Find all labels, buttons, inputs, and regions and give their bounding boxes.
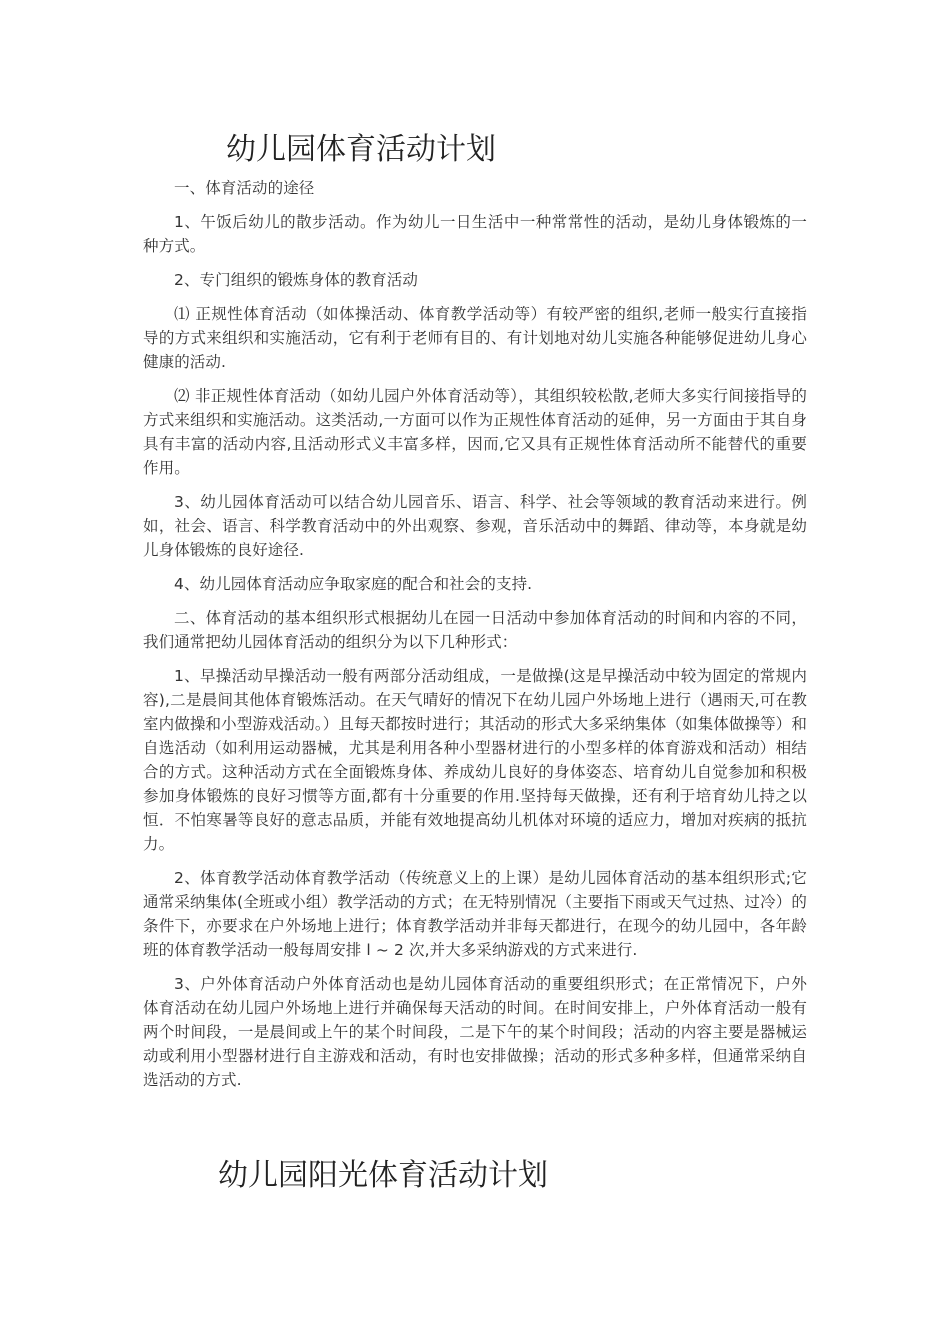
section-heading-organization: 二、体育活动的基本组织形式根据幼儿在园一日活动中参加体育活动的时间和内容的不同，我们通常把幼儿园体育活动的组织分为以下几种形式： [143, 609, 807, 651]
paragraph-family-support: 4、幼儿园体育活动应争取家庭的配合和社会的支持. [174, 575, 533, 593]
paragraph-outdoor-activity: 3、户外体育活动户外体育活动也是幼儿园体育活动的重要组织形式；在正常情况下，户外体育活动在幼儿园户外场地上进行并确保每天活动的时间。在时间安排上，户外体育活动一般有两个时间段，一是晨间或上午的某个时间段，二是下午的某个时间段；活动的内容主要是器械运动或利用小型器材进行自主游戏和活动，有时也安排做操；活动的形式多种多样，但通常采纳自选活动的方式. [143, 975, 807, 1089]
section-heading-approaches: 一、体育活动的途径 [174, 179, 315, 197]
paragraph-combined-domains: 3、幼儿园体育活动可以结合幼儿园音乐、语言、科学、社会等领域的教育活动来进行。例如，社会、语言、科学教育活动中的外出观察、参观，音乐活动中的舞蹈、律动等，本身就是幼儿身体锻炼的良好途径. [143, 493, 807, 559]
next-document-title: 幼儿园阳光体育活动计划 [218, 1158, 548, 1193]
paragraph-walk-activity: 1、午饭后幼儿的散步活动。作为幼儿一日生活中一种常常性的活动，是幼儿身体锻炼的一种方式。 [143, 213, 807, 255]
paragraph-teaching-activity: 2、体育教学活动体育教学活动（传统意义上的上课）是幼儿园体育活动的基本组织形式;它通常采纳集体(全班或小组）教学活动的方式；在无特别情况（主要指下雨或天气过热、过冷）的条件下，亦要求在户外场地上进行；体育教学活动并非每天都进行，在现今的幼儿园中，各年龄班的体育教学活动一般每周安排 l ~ 2 次,并大多采纳游戏的方式来进行. [143, 869, 807, 959]
document-title: 幼儿园体育活动计划 [226, 132, 496, 167]
paragraph-informal-activity: ⑵ 非正规性体育活动（如幼儿园户外体育活动等），其组织较松散,老师大多实行间接指导的方式来组织和实施活动。这类活动,一方面可以作为正规性体育活动的延伸，另一方面由于其自身具有丰富的活动内容,且活动形式义丰富多样，因而,它又具有正规性体育活动所不能替代的重要作用。 [143, 387, 807, 477]
paragraph-morning-exercise: 1、早操活动早操活动一般有两部分活动组成，一是做操(这是早操活动中较为固定的常规内容),二是晨间其他体育锻炼活动。在天气晴好的情况下在幼儿园户外场地上进行（遇雨天,可在教室内做操和小型游戏活动。）且每天都按时进行；其活动的形式大多采纳集体（如集体做操等）和自选活动（如利用运动器械，尤其是利用各种小型器材进行的小型多样的体育游戏和活动）相结合的方式。这种活动方式在全面锻炼身体、养成幼儿良好的身体姿态、培育幼儿自觉参加和积极参加身体锻炼的良好习惯等方面,都有十分重要的作用.坚持每天做操，还有利于培育幼儿持之以恒．不怕寒暑等良好的意志品质，并能有效地提高幼儿机体对环境的适应力，增加对疾病的抵抗力。 [143, 667, 807, 853]
paragraph-formal-activity: ⑴ 正规性体育活动（如体操活动、体育教学活动等）有较严密的组织,老师一般实行直接指导的方式来组织和实施活动，它有利于老师有目的、有计划地对幼儿实施各种能够促进幼儿身心健康的活动. [143, 305, 807, 371]
paragraph-organized-activity: 2、专门组织的锻炼身体的教育活动 [174, 271, 418, 289]
document-body [143, 176, 807, 1102]
